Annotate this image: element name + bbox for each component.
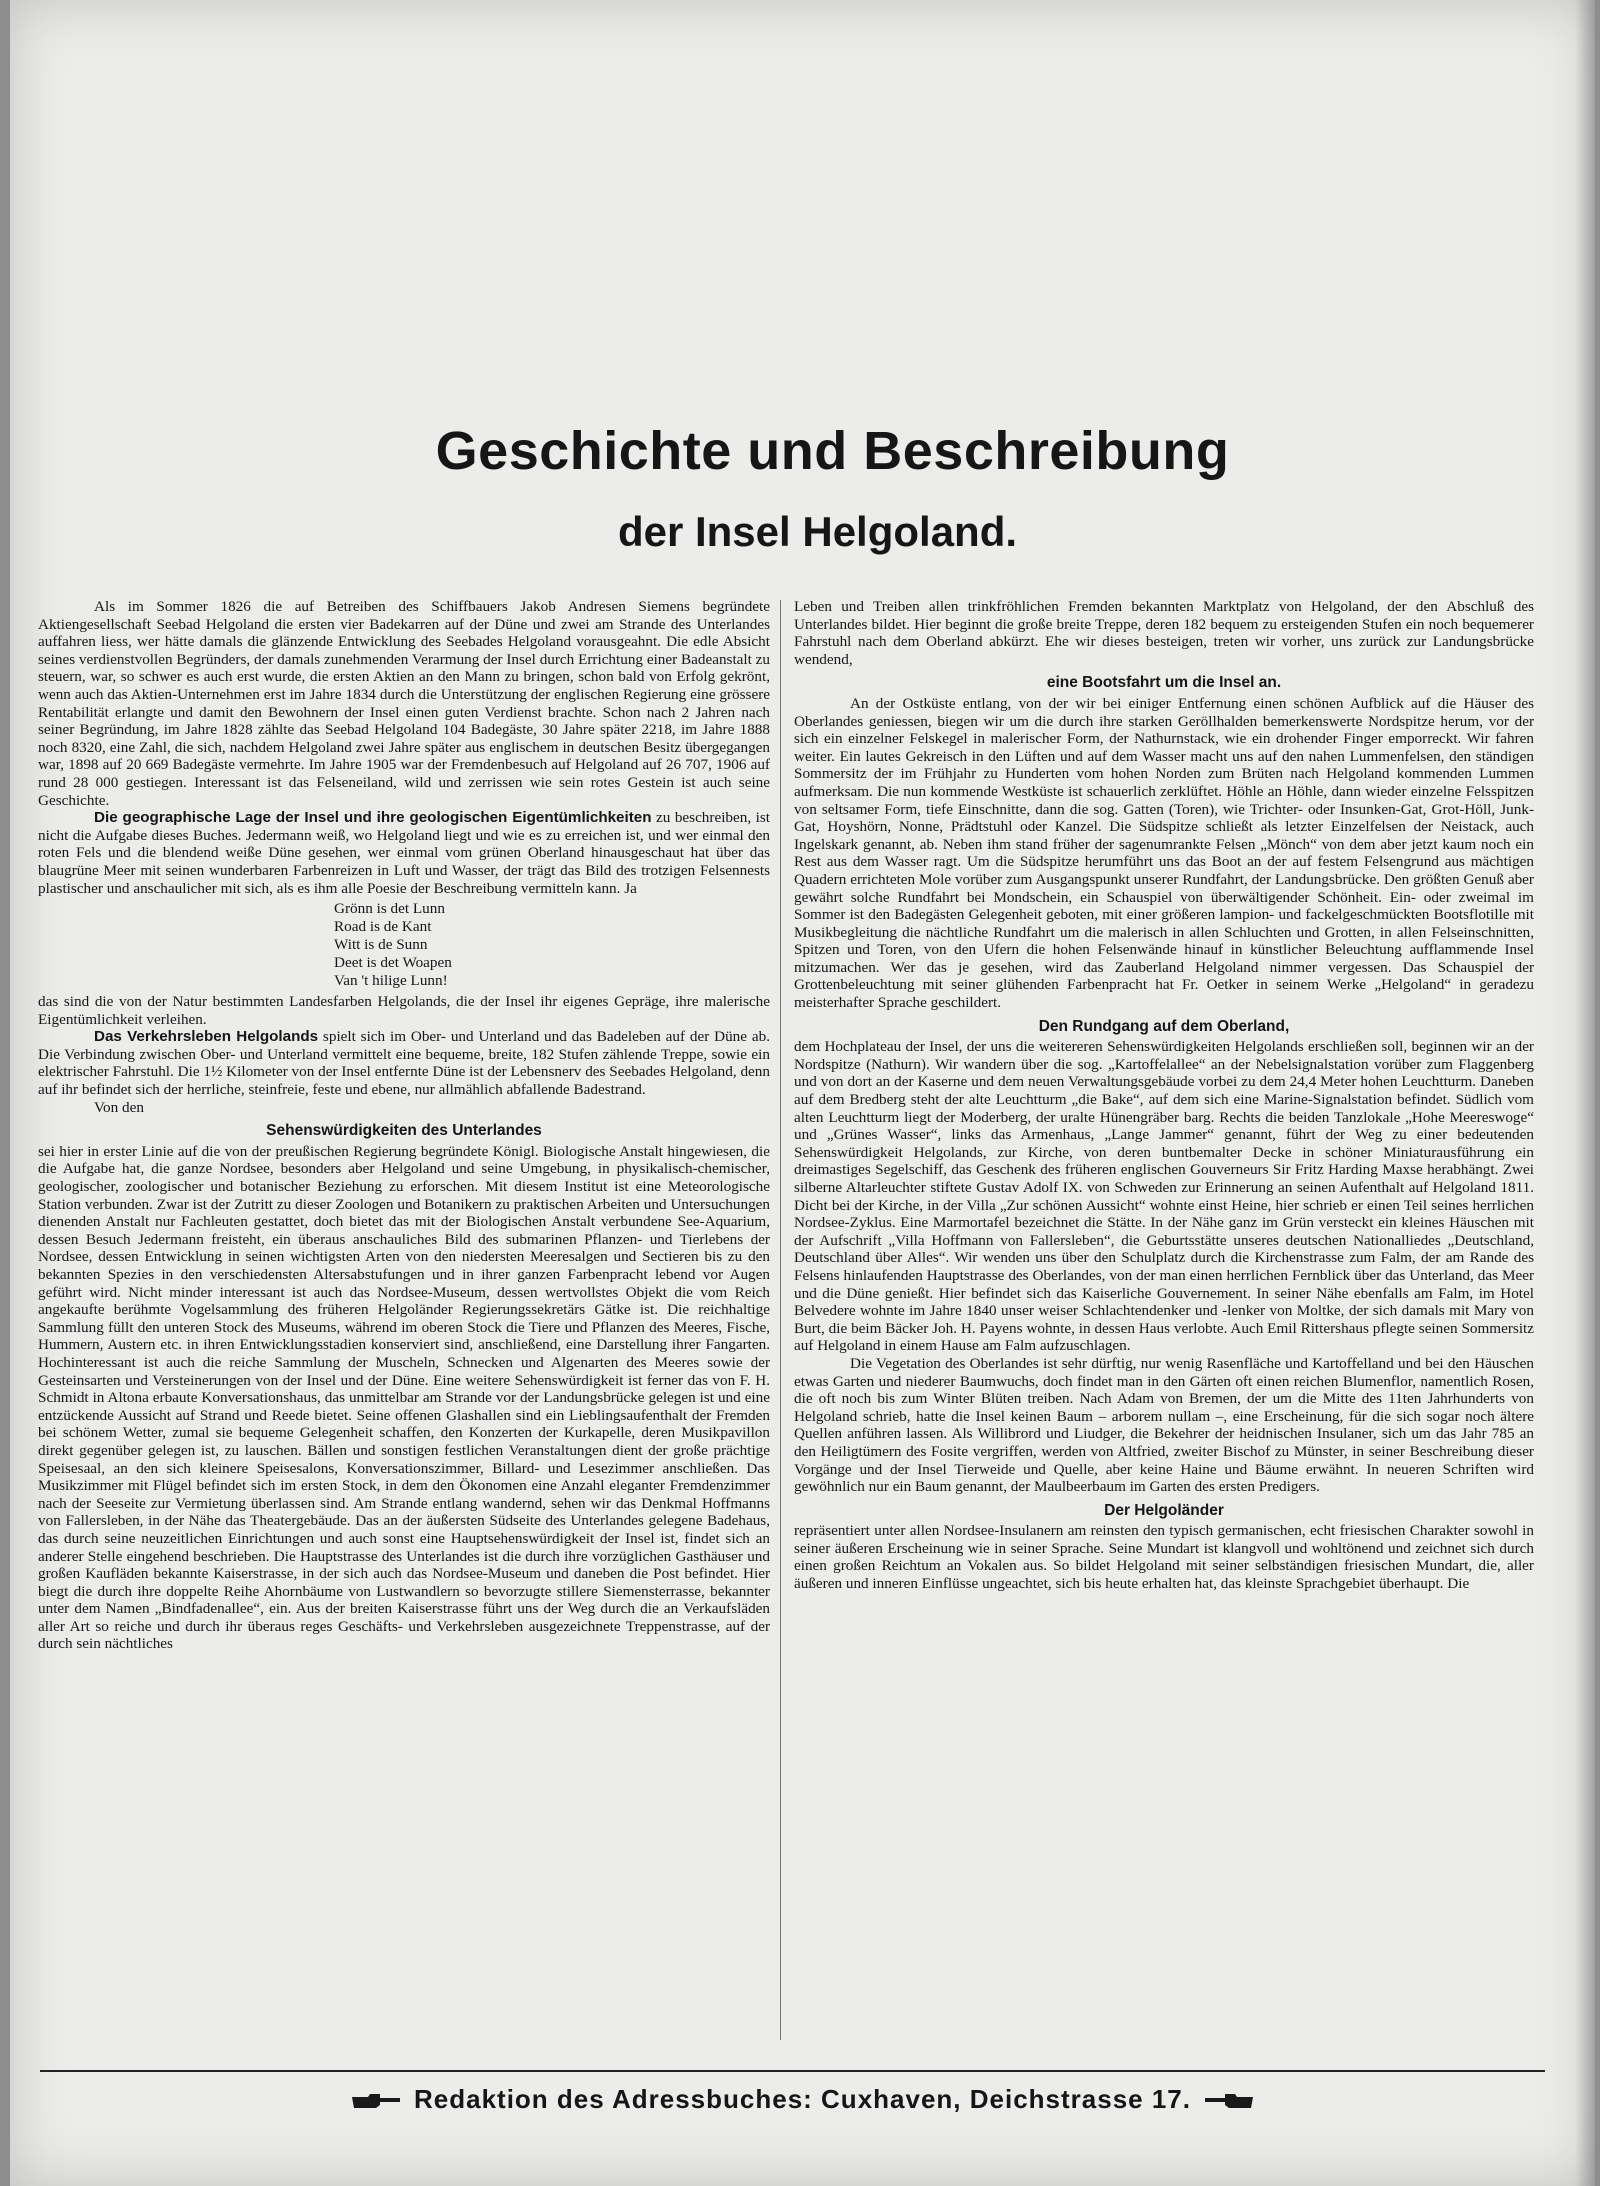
footer-text: Redaktion des Adressbuches: Cuxhaven, Deichstrasse 17. [414,2084,1191,2114]
traffic-text: spielt sich im Ober- und Unterland und das Badeleben auf der Düne ab. Die Verbindung zwischen Ober- und Unterland vermittelt eine bequeme, breite, 182 Stufen zählende Treppe, sowie ein elektrischer Fahrstuhl. Die 1½ Kilometer von der Insel entfernte Düne ist der Lebensnerv des Seebades Helgoland, denn auf ihr befindet sich der herrliche, steinfreie, feste und ebene, nur allmählich abfallende Badestrand. [38,1028,770,1099]
document-page [10,0,1595,2186]
boat-trip-paragraph: An der Ostküste entlang, von der wir bei einiger Entfernung einen schönen Aufblick auf die Häuser des Oberlandes geniessen, biegen wir um die durch ihre starken Geröllhalden bemerkenswerte Nordspitze herum, vor der sich ein einzelner Felskegel in malerischer Form, der Nathurnstack, wie ein drohender Finger emporreckt. Wir fahren weiter. Ein lautes Gekreisch in den Lüften und auf dem Wasser macht uns auf den nahen Lummenfelsen, den ständigen Sommersitz der im Frühjahr zu Hunderten vom hohen Norden zum Brüten nach Helgoland kommenden Lummen aufmerksam. Die nun kommende Westküste ist schauerlich zerklüftet. Höhle an Höhle, dann wieder einzelne Felsspitzen von seltsamer Form, tiefe Einschnitte, dann die sog. Gatten (Toren), wie Trichter- oder Insunken-Gat, Grot-Höll, Junk-Gat, Hoyshörn, Nonne, Prädtstuhl oder Kanzel. Die Südspitze schließt als letzter Einzelfelsen der Neistack, auch Ingelskark genannt, ab. Neben ihm stand früher der sagenumrankte Felsen „Mönch“ von dem aber jetzt kaum noch ein Rest aus dem Wasser ragt. Um die Südspitze herumführt uns das Boot an der auf festem Felsengrund aus mächtigen Quadern errichteten Mole vorüber zum Ausgangspunkt unserer Rundfahrt, der Landungsbrücke. Den größten Genuß aber gewährt solche Rundfahrt bei Mondschein, ein Schauspiel von überwältigender Schönheit. Ein- oder zweimal im Sommer ist den Badegästen Gelegenheit geboten, mit einer größeren lampion- und fackelgeschmückten Bootsflotille mit Musikbegleitung die nächtliche Rundfahrt um die malerisch in allen Schluchten und Grotten, in allen Felseinschnitten, Spitzen und Toren, von den Ufern die hohen Felsenwände hinauf in künstlicher Beleuchtung aufflammende Insel mitzumachen. Wer das je gesehen, wird das Zauberland Helgoland nimmer vergessen. Das Schauspiel der Grottenbeleuchtung mit seiner glühenden Farbenpracht hat Fr. Oetker in seinem Werke „Helgoland“ in geradezu meisterhafter Sprache geschildert. [794,694,1534,1012]
footer [10,2084,1595,2115]
section-heading-oberland: Den Rundgang auf dem Oberland, [1038,1017,1290,1035]
section-heading-unterland: Sehenswürdigkeiten des Unterlandes [266,1122,542,1140]
geography-text: zu beschreiben, ist nicht die Aufgabe dieses Buches. Jedermann weiß, wo Helgoland liegt und wie es zu erreichen ist, und wer einmal den roten Fels und die blendend weiße Düne gesehen, wer einmal vom grünen Oberland hinausgeschaut hat über das blaugrüne Meer mit seinen wunderbaren Farbenreizen in Luft und Wasser, der trägt das Bild des trotzigen Felsennests plastischer und anschaulicher mit sich, als es ihm alle Poesie der Beschreibung vermitteln kann. Ja [38,809,770,897]
poem-line: Deet is det Woapen [334,954,452,972]
column-divider [780,600,781,2040]
page-subtitle: der Insel Helgoland. [617,508,1018,555]
section-heading-boat-trip: eine Bootsfahrt um die Insel an. [1046,674,1282,692]
footer-rule [40,2070,1545,2072]
page-title: Geschichte und Beschreibung [435,421,1230,481]
poem [38,900,770,990]
page-edge-shadow [1575,0,1595,2186]
geography-paragraph [38,809,770,897]
marketplace-paragraph: Leben und Treiben allen trinkfröhlichen Fremden bekannten Marktplatz von Helgoland, der den Abschluß des Unterlandes bildet. Hier beginnt die große breite Treppe, deren 182 bequem zu ersteigenden Stufen ein noch bequemerer Fahrstuhl nach dem Oberland abkürzt. Ehe wir dieses besteigen, treten wir vorher, uns zurück zur Landungsbrücke wendend, [794,598,1534,668]
left-column [38,598,770,2048]
intro-paragraph: Als im Sommer 1826 die auf Betreiben des Schiffbauers Jakob Andresen Siemens begründete Aktiengesellschaft Seebad Helgoland die ersten vier Badekarren auf der Düne und zwei am Strande des Unterlandes auffahren liess, wer hätte damals die glänzende Entwicklung des Seebades Helgoland vorausgeahnt. Die edle Absicht seines verdienstvollen Begründers, der damals zunehmenden Verarmung der Insel durch Errichtung einer Badeanstalt zu steuern, war, so schwer es auch erst wurde, die ersten Aktien an den Mann zu bringen, schon bald von Erfolg gekrönt, wenn auch das Aktien-Unternehmen erst im Jahre 1834 durch die Unterstützung der englischen Regierung eine grössere Rentabilität erlangte und damit den Bewohnern der Insel einen guten Verdienst brachte. Schon nach 2 Jahren nach seiner Begründung, im Jahre 1828 zählte das Seebad Helgoland 104 Badegäste, 30 Jahre später 2218, im Jahre 1888 noch 8320, eine Zahl, die sich, nachdem Helgoland zwei Jahre später aus englischem in deutschen Besitz übergegangen war, 1898 auf 20 669 Badegäste vermehrte. Im Jahre 1905 war der Fremdenbesuch auf Helgoland auf 26 707, 1906 auf rund 28 000 gestiegen. Interessant ist das Felseneiland, wild und zerrissen wie sein rotes Gestein ist auch seine Geschichte. [38,598,770,809]
helgolaender-paragraph: repräsentiert unter allen Nordsee-Insulanern am reinsten den typisch germanischen, echt friesischen Charakter sowohl in seiner äußeren Erscheinung wie in seiner Sprache. Seine Mundart ist klangvoll und wohltönend und zeichnet sich durch einen großen Reichtum an Vokalen aus. So bildet Helgoland mit seiner selbständigen friesischen Mundart, die, aller äußeren und inneren Einflüsse ungeachtet, sich bis heute erhalten hat, das kleinste Sprachgebiet überhaupt. Die [794,1522,1534,1593]
geography-heading: Die geographische Lage der Insel und ihre geologischen Eigentümlichkeiten [94,809,652,827]
poem-line: Grönn is det Lunn [334,900,445,918]
traffic-paragraph [38,1028,770,1098]
oberland-paragraph: dem Hochplateau der Insel, der uns die weitereren Sehenswürdigkeiten Helgolands erschließen soll, beginnen wir an der Nordspitze (Nathurn). Wir wandern über die sog. „Kartoffelallee“ an der Nebelsignalstation vorüber zum Flaggenberg und von dort an der Kaserne und dem neuen Verwaltungsgebäude vorbei zu dem 24,4 Meter hohen Leuchtturm. Daneben auf dem Bredberg steht der alte Leuchtturm „die Bake“, auf dem sich eine Marine-Signalstation befindet. Südlich vom alten Leuchtturm liegt der Moderberg, der uralte Hünengräber barg. Rechts die beiden Tanzlokale „Hohe Meereswoge“ und „Grünes Wasser“, links das Armenhaus, „Lange Jammer“ genannt, führt der Weg zu einer bedeutenden Sehenswürdigkeit Helgolands, zur Kirche, von deren buntbemalter Decke in schöner Miniaturausführung ein dreimastiges Segelschiff, das Geschenk des früheren englischen Gouverneurs Sir Fritz Harding Maxse herabhängt. Zwei silberne Altarleuchter stiftete Gustav Adolf IX. von Schweden zur Erinnerung an seinen Aufenthalt auf Helgoland 1811. Dicht bei der Kirche, in der Villa „Zur schönen Aussicht“ wohnte einst Heine, hier schrieb er einen Teil seines herrlichen Nordsee-Zyklus. Eine Marmortafel bezeichnet die Stätte. In der Nähe ganz im Grün versteckt ein kleines Häuschen mit der Aufschrift „Villa Hoffmann von Fallersleben“, die Geburtsstätte unseres deutschen Nationalliedes „Deutschland, Deutschland über Alles“. Wir wenden uns über den Schulplatz durch die Kirchenstrasse zum Falm, der am Rande des Felsens hinlaufenden Hauptstrasse des Oberlandes, von der man einen herrlichen Fernblick über das Unterland, das Meer und die Düne genießt. Hier befindet sich das Kaiserliche Gouvernement. In seiner Nähe ebenfalls am Falm, im Hotel Belvedere wohnte im Jahre 1840 unser weiser Schlachtendenker und -lenker von Moltke, der sich damals mit Mary von Burt, die beim Bäcker Joh. H. Payens wohnte, in dessen Haus verlobte. Auch Emil Rittershaus pflegte seinen Sommersitz auf Helgoland in einem Hause am Falm aufzuschlagen. [794,1038,1534,1355]
poem-line: Road is de Kant [334,918,432,936]
traffic-heading: Das Verkehrsleben Helgolands [94,1028,319,1046]
pointing-hand-left-icon [1203,2090,1255,2112]
colors-paragraph: das sind die von der Natur bestimmten Landesfarben Helgolands, die der Insel ihr eigenes Gepräge, ihre malerische Eigentümlichkeit verleihen. [38,993,770,1028]
vegetation-paragraph: Die Vegetation des Oberlandes ist sehr dürftig, nur wenig Rasenfläche und Kartoffelland und bei den Häuschen etwas Garten und niederer Baumwuchs, doch findet man in den Gärten oft einen reichen Blumenflor, namentlich Rosen, die oft noch bis zum Winter Blüten treiben. Nach Adam von Bremen, der um die Mitte des 11ten Jahrhunderts von Helgoland schrieb, hatte die Insel keinen Baum – arborem nullam –, eine Erscheinung, für die sich sogar noch ältere Quellen anführen lassen. Als Willibrord und Liudger, die Bekehrer der heidnischen Insulaner, sich um das Jahr 785 an den Heiligtümern des Fosite vergriffen, werden von Altfried, zweiter Bischof zu Münster, in seiner Beschreibung dieser Vorgänge und der Insel Tierweide und Quelle, aber keine Haine und Bäume erwähnt. In neueren Schriften wird gewöhnlich nur ein Baum genannt, der Maulbeerbaum im Garten des ersten Predigers. [794,1354,1534,1496]
von-den-line: Von den [94,1098,144,1116]
poem-line: Witt is de Sunn [334,936,428,954]
right-column [794,598,1534,2048]
poem-line: Van 't hilige Lunn! [334,972,448,990]
pointing-hand-right-icon [350,2090,402,2112]
section-heading-helgolaender: Der Helgoländer [1104,1501,1224,1519]
unterland-paragraph: sei hier in erster Linie auf die von der preußischen Regierung begründete Königl. Biologische Anstalt hingewiesen, die die Aufgabe hat, die ganze Nordsee, besonders aber Helgoland und seine Umgebung, in physikalisch-chemischer, geologischer, zoologischer und botanischer Beziehung zu erforschen. Mit diesem Institut ist eine Meteorologische Station verbunden. Zwar ist der Zutritt zu dieser Zoologen und Botanikern zu praktischen Arbeiten und Untersuchungen dienenden Anstalt nur Fachleuten gestattet, doch bietet das mit der Biologischen Anstalt verbundene See-Aquarium, dessen Besuch Jedermann freisteht, ein überaus anschauliches Bild des submarinen Pflanzen- und Tierlebens der Nordsee, dessen Entwicklung in seinen wichtigsten Arten von den niedersten Meeresalgen und Sectieren bis zu den bekannten Spezies in den verschiedensten Altersabstufungen und in ihrer ganzen Farbenpracht lebend vor Augen geführt wird. Nicht minder interessant ist auch das Nordsee-Museum, dessen wertvollstes Objekt die vom Reich angekaufte berühmte Vogelsammlung des früheren Helgoländer Regierungssekretärs Gätke ist. Die reichhaltige Sammlung füllt den unteren Stock des Museums, während im oberen Stock die Tiere und Pflanzen des Meeres, Fische, Hummern, Austern etc. in ihren Entwicklungsstadien konserviert sind, anschließend, eine Darstellung ihrer Fangarten. Hochinteressant ist auch die reiche Sammlung der Muscheln, Schnecken und Algenarten des Meeres sowie der Gesteinsarten und Versteinerungen von der Insel und der Düne. Eine weitere Sehenswürdigkeit ist ferner das von F. H. Schmidt in Altona erbaute Konversationshaus, das unmittelbar am Strande vor der Landungsbrücke gelegen ist und eine entzückende Aussicht auf Strand und Reede bietet. Seine offenen Glashallen sind ein Lieblingsaufenthalt der Fremden bei schönem Wetter, zumal sie bequeme Gelegenheit schaffen, den Konzerten der Kurkapelle, deren Musikpavillon direkt gegenüber gelegen ist, zu lauschen. Bällen und sonstigen festlichen Veranstaltungen dient der große prächtige Speisesaal, an den sich kleinere Speisesalons, Konversationszimmer, Billard- und Lesezimmer anschließen. Das Musikzimmer mit Flügel befindet sich im ersten Stock, in dem den Ökonomen eine Anzahl eleganter Fremdenzimmer nach der Seeseite zur Vermietung überlassen sind. Am Strande entlang wandernd, sehen wir das Denkmal Hoffmanns von Fallersleben, in der Nähe das Theatergebäude. Das an der äußersten Südseite des Unterlandes gelegene Badehaus, das durch seine neuzeitlichen Einrichtungen und auch sonst eine Hauptsehenswürdigkeit der Insel ist, findet sich an anderer Stelle eingehend beschrieben. Die Hauptstrasse des Unterlandes ist die durch ihre vorzüglichen Gasthäuser und großen Kaufläden bekannte Kaiserstrasse, in der sich auch das Nordsee-Museum und daneben die Post befindet. Hier biegt die durch ihre doppelte Reihe Ahornbäume von Lustwandlern so bevorzugte stillere Siemensterrasse, bekannter unter dem Namen „Bindfadenallee“, ein. Aus der breiten Kaiserstrasse führt uns der Weg durch die an Verkaufsläden aller Art so reiche und durch ihr überaus reges Geschäfts- und Verkehrsleben ausgezeichnete Treppenstrasse, auf der durch sein nächtliches [38,1142,770,1653]
